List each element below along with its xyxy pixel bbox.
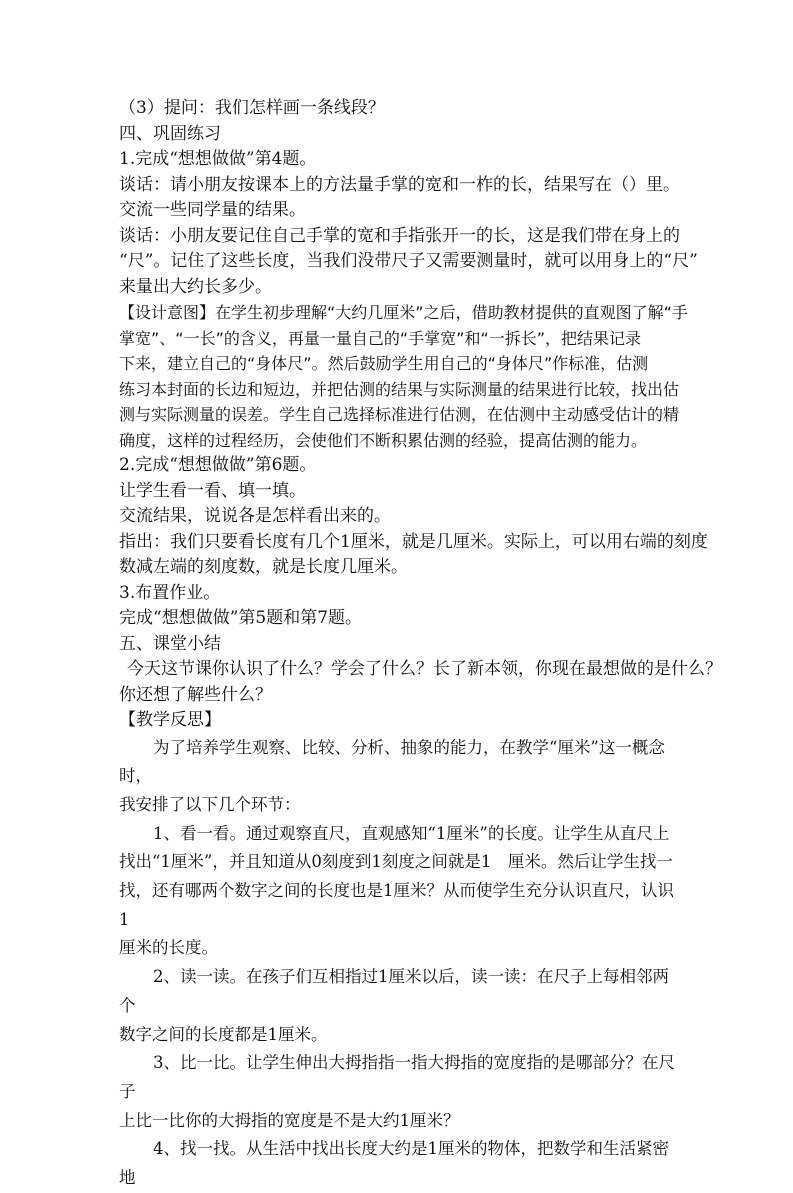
text-line: 交流结果，说说各是怎样看出来的。	[119, 506, 391, 526]
text-line: 谈话：请小朋友按课本上的方法量手掌的宽和一柞的长，结果写在（）里。	[119, 174, 680, 195]
text-line: （3）提问：我们怎样画一条线段？	[119, 98, 385, 118]
text-line: 数减左端的刻度数，就是长度几厘米。	[119, 557, 408, 577]
reflection-title: 【教学反思】	[119, 710, 221, 730]
text-line: 谈话：小朋友要记住自己手掌的宽和手指张开一的长，这是我们带在身上的	[119, 225, 680, 246]
section-heading: 五、课堂小结	[119, 633, 221, 654]
reflection-line: 为了培养学生观察、比较、分析、抽象的能力，在教学“厘米”这一概念时，	[119, 737, 665, 786]
design-intent-line: 确度，这样的过程经历，会使他们不断积累估测的经验，提高估测的能力。	[119, 430, 648, 450]
text-line: 完成“想想做做”第5题和第7题。	[119, 608, 363, 628]
reflection-line: 上比一比你的大拇指的宽度是不是大约1厘米？	[119, 1110, 460, 1130]
design-intent-line: 下来，建立自己的“身体尺”。然后鼓励学生用自己的“身体尺”作标准，估测	[119, 354, 649, 373]
text-line: 来量出大约长多少。	[119, 276, 272, 297]
text-line: 指出：我们只要看长度有几个1厘米，就是几厘米。实际上，可以用右端的刻度	[119, 531, 708, 552]
text-line: “尺”。记住了这些长度，当我们没带尺子又需要测量时，就可以用身上的“尺”	[119, 251, 698, 271]
design-intent-line: 测与实际测量的误差。学生自己选择标准进行估测，在估测中主动感受估计的精	[119, 405, 680, 424]
reflection-line: 3、比一比。让学生伸出大拇指指一指大拇指的宽度指的是哪部分？在尺子	[119, 1053, 675, 1101]
text-line: 2.完成“想想做做”第6题。	[119, 455, 317, 475]
reflection-line: 我安排了以下几个环节：	[119, 794, 301, 814]
reflection-line: 找，还有哪两个数字之间的长度也是1厘米？从而使学生充分认识直尺，认识1	[119, 881, 674, 929]
text-line: 3.布置作业。	[119, 582, 221, 603]
design-intent-line: 掌宽”、“一长”的含义，再量一量自己的“手掌宽”和“一拆长”，把结果记录	[119, 328, 642, 348]
section-heading: 四、巩固练习	[119, 123, 221, 144]
document-page	[119, 96, 722, 1193]
reflection-line: 2、读一读。在孩子们互相指过1厘米以后，读一读：在尺子上每相邻两个	[119, 967, 669, 1015]
design-intent-line: 练习本封面的长边和短边，并把估测的结果与实际测量的结果进行比较，找出估	[119, 379, 680, 399]
text-line: 让学生看一看、填一填。	[119, 480, 306, 501]
reflection-line: 1、看一看。通过观察直尺，直观感知“1厘米”的长度。让学生从直尺上	[153, 823, 670, 843]
reflection-line: 4、找一找。从生活中找出长度大约是1厘米的物体，把数学和生活紧密地	[119, 1139, 669, 1188]
reflection-line: 厘米的长度。	[119, 938, 218, 958]
summary-line: 你还想了解些什么？	[119, 684, 272, 705]
text-line: 交流一些同学量的结果。	[119, 200, 306, 220]
reflection-line: 找出“1厘米”，并且知道从0刻度到1刻度之间就是1 厘米。然后让学生找一	[119, 852, 673, 872]
design-intent-line: 【设计意图】在学生初步理解“大约几厘米”之后，借助教材提供的直观图了解“手	[119, 303, 688, 322]
text-line: 1.完成“想想做做”第4题。	[119, 149, 317, 169]
reflection-line: 数字之间的长度都是1厘米。	[119, 1024, 328, 1044]
summary-line: 今天这节课你认识了什么？学会了什么？长了新本领，你现在最想做的是什么？	[127, 659, 722, 679]
